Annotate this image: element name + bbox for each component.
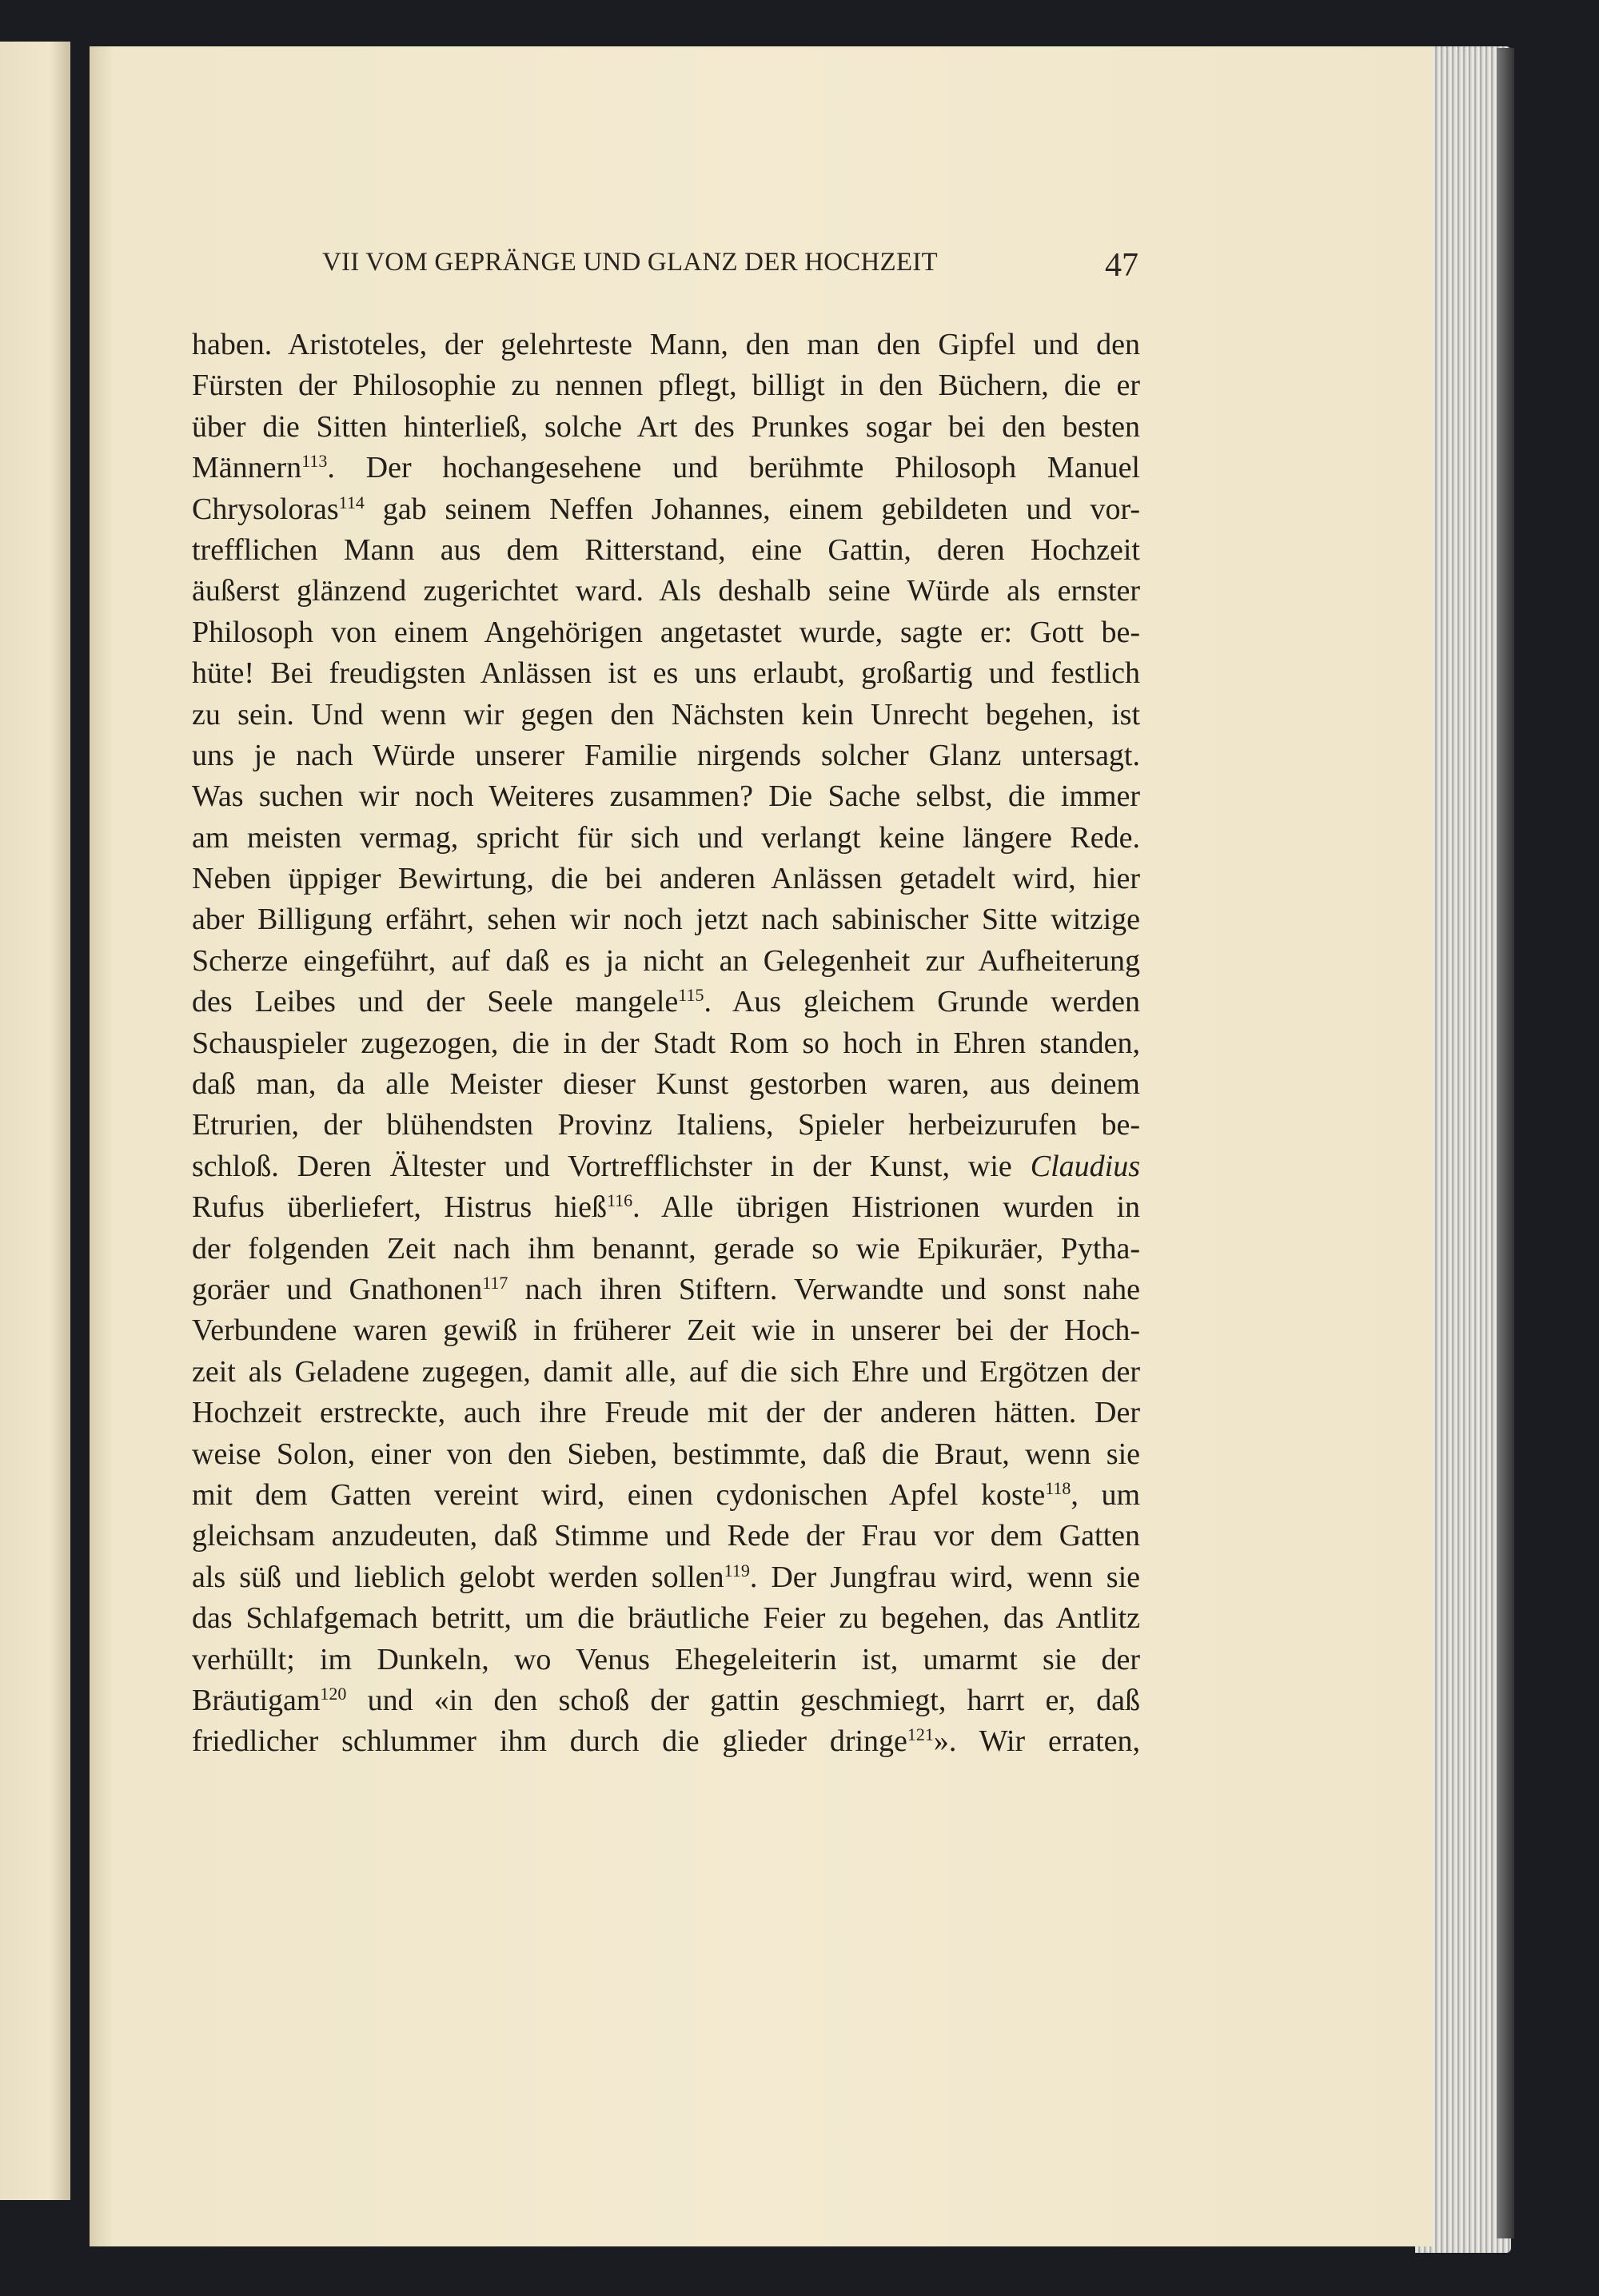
text-run: gab seinem Neffen Johannes, einem gebildeten und vor- — [364, 492, 1140, 526]
text-run: des Leibes und der Seele mangele — [192, 985, 679, 1019]
text-line — [192, 325, 1140, 365]
page-number: 47 — [1105, 247, 1138, 284]
text-run: weise Solon, einer von den Sieben, bestimmte, daß die Braut, wenn sie — [192, 1437, 1140, 1471]
text-line — [192, 941, 1140, 982]
text-line — [192, 407, 1140, 448]
text-line — [192, 695, 1140, 735]
text-run: am meisten vermag, spricht für sich und verlangt keine längere Rede. — [192, 820, 1140, 855]
text-line — [192, 1475, 1140, 1516]
text-run: Rufus überliefert, Histrus hieß — [192, 1190, 607, 1225]
text-line — [192, 1598, 1140, 1639]
text-line — [192, 530, 1140, 571]
text-run: . Aus gleichem Grunde werden — [704, 985, 1141, 1019]
text-line — [192, 982, 1140, 1022]
text-run: . Alle übrigen Histrionen wurden in — [632, 1190, 1141, 1225]
footnote-ref: 118 — [1045, 1477, 1071, 1498]
text-run: Etrurien, der blühendsten Provinz Italiens, Spieler herbeizurufen be- — [192, 1108, 1140, 1142]
text-run: äußerst glänzend zugerichtet ward. Als deshalb seine Würde als ernster — [192, 574, 1140, 608]
footnote-ref: 120 — [320, 1683, 347, 1704]
text-run: der folgenden Zeit nach ihm benannt, gerade so wie Epikuräer, Pytha- — [192, 1231, 1140, 1266]
text-run: nach ihren Stiftern. Verwandte und sonst nahe — [508, 1272, 1140, 1306]
text-run: friedlicher schlummer ihm durch die glieder dringe — [192, 1724, 907, 1759]
text-line — [192, 1434, 1140, 1475]
text-run: über die Sitten hinterließ, solche Art des Prunkes sogar bei den besten — [192, 409, 1140, 444]
text-run: Schauspieler zugezogen, die in der Stadt Rom so hoch in Ehren standen, — [192, 1026, 1140, 1060]
text-run: Hochzeit erstreckte, auch ihre Freude mit der der anderen hätten. Der — [192, 1396, 1140, 1430]
text-line — [192, 1270, 1140, 1310]
text-run: Scherze eingeführt, auf daß es ja nicht an Gelegenheit zur Aufheiterung — [192, 943, 1140, 978]
text-line — [192, 818, 1140, 859]
text-line — [192, 1310, 1140, 1351]
text-line — [192, 1023, 1140, 1064]
text-line — [192, 1721, 1140, 1762]
text-run: verhüllt; im Dunkeln, wo Venus Ehegeleiterin ist, umarmt sie der — [192, 1642, 1140, 1676]
running-header: VII VOM GEPRÄNGE UND GLANZ DER HOCHZEIT — [322, 248, 938, 277]
text-run: das Schlafgemach betritt, um die bräutliche Feier zu begehen, das Antlitz — [192, 1601, 1140, 1636]
text-line — [192, 1680, 1140, 1721]
footnote-ref: 114 — [338, 492, 365, 512]
text-run: und «in den schoß der gattin geschmiegt, harrt er, daß — [346, 1683, 1140, 1717]
text-line — [192, 899, 1140, 940]
footnote-ref: 115 — [678, 985, 704, 1006]
text-run: Männern — [192, 451, 302, 485]
text-run: gleichsam anzudeuten, daß Stimme und Rede der Frau vor dem Gatten — [192, 1519, 1140, 1553]
text-line — [192, 448, 1140, 488]
text-run: mit dem Gatten vereint wird, einen cydonischen Apfel koste — [192, 1477, 1046, 1512]
text-line — [192, 1146, 1140, 1187]
body-text — [192, 325, 1140, 1763]
text-line — [192, 859, 1140, 899]
text-run: schloß. Deren Ältester und Vortrefflichster in der Kunst, wie — [192, 1149, 1031, 1183]
text-line — [192, 776, 1140, 817]
text-line — [192, 571, 1140, 612]
text-run: Verbundene waren gewiß in früherer Zeit wie in unserer bei der Hoch- — [192, 1313, 1140, 1348]
text-line — [192, 612, 1140, 653]
text-run: Neben üppiger Bewirtung, die bei anderen Anlässen getadelt wird, hier — [192, 862, 1140, 896]
text-line — [192, 1352, 1140, 1393]
text-line — [192, 489, 1140, 530]
text-run: zu sein. Und wenn wir gegen den Nächsten kein Unrecht begehen, ist — [192, 697, 1140, 731]
text-line — [192, 1187, 1140, 1228]
text-run: . Der Jungfrau wird, wenn sie — [749, 1560, 1140, 1594]
text-run: goräer und Gnathonen — [192, 1272, 483, 1306]
footnote-ref: 113 — [301, 451, 328, 472]
text-run: trefflichen Mann aus dem Ritterstand, eine Gattin, deren Hochzeit — [192, 532, 1140, 567]
text-run: hüte! Bei freudigsten Anlässen ist es uns erlaubt, großartig und festlich — [192, 656, 1140, 691]
text-run: uns je nach Würde unserer Familie nirgends solcher Glanz untersagt. — [192, 738, 1140, 772]
text-line — [192, 1557, 1140, 1598]
text-line — [192, 735, 1140, 776]
text-run: Bräutigam — [192, 1683, 321, 1717]
left-page-edge — [0, 42, 70, 2200]
text-run: zeit als Geladene zugegen, damit alle, auf die sich Ehre und Ergötzen der — [192, 1354, 1140, 1389]
text-line — [192, 1640, 1140, 1680]
text-line — [192, 653, 1140, 694]
text-run: aber Billigung erfährt, sehen wir noch jetzt nach sabinischer Sitte witzige — [192, 903, 1140, 937]
text-run: ». Wir erraten, — [933, 1724, 1140, 1759]
book-cover-edge — [1497, 48, 1514, 2238]
footnote-ref: 117 — [482, 1272, 508, 1293]
text-run: Philosoph von einem Angehörigen angetastet wurde, sagte er: Gott be- — [192, 615, 1140, 649]
text-line — [192, 1393, 1140, 1433]
text-run: als süß und lieblich gelobt werden sollen — [192, 1560, 724, 1594]
text-run: haben. Aristoteles, der gelehrteste Mann, den man den Gipfel und den — [192, 328, 1140, 361]
footnote-ref: 119 — [724, 1560, 750, 1580]
text-line — [192, 1105, 1140, 1146]
text-line — [192, 365, 1140, 406]
text-line — [192, 1229, 1140, 1270]
text-run: . Der hochangesehene und berühmte Philosoph Manuel — [327, 451, 1140, 485]
text-run: daß man, da alle Meister dieser Kunst gestorben waren, aus deinem — [192, 1067, 1140, 1102]
text-run: Was suchen wir noch Weiteres zusammen? Die Sache selbst, die immer — [192, 779, 1140, 814]
text-line — [192, 1064, 1140, 1105]
text-run: Fürsten der Philosophie zu nennen pflegt, billigt in den Büchern, die er — [192, 369, 1140, 403]
text-run: , um — [1071, 1477, 1141, 1512]
text-run: Chrysoloras — [192, 492, 339, 526]
text-line — [192, 1516, 1140, 1557]
footnote-ref: 121 — [907, 1724, 934, 1745]
footnote-ref: 116 — [606, 1190, 633, 1211]
italic-text: Claudius — [1030, 1149, 1140, 1183]
